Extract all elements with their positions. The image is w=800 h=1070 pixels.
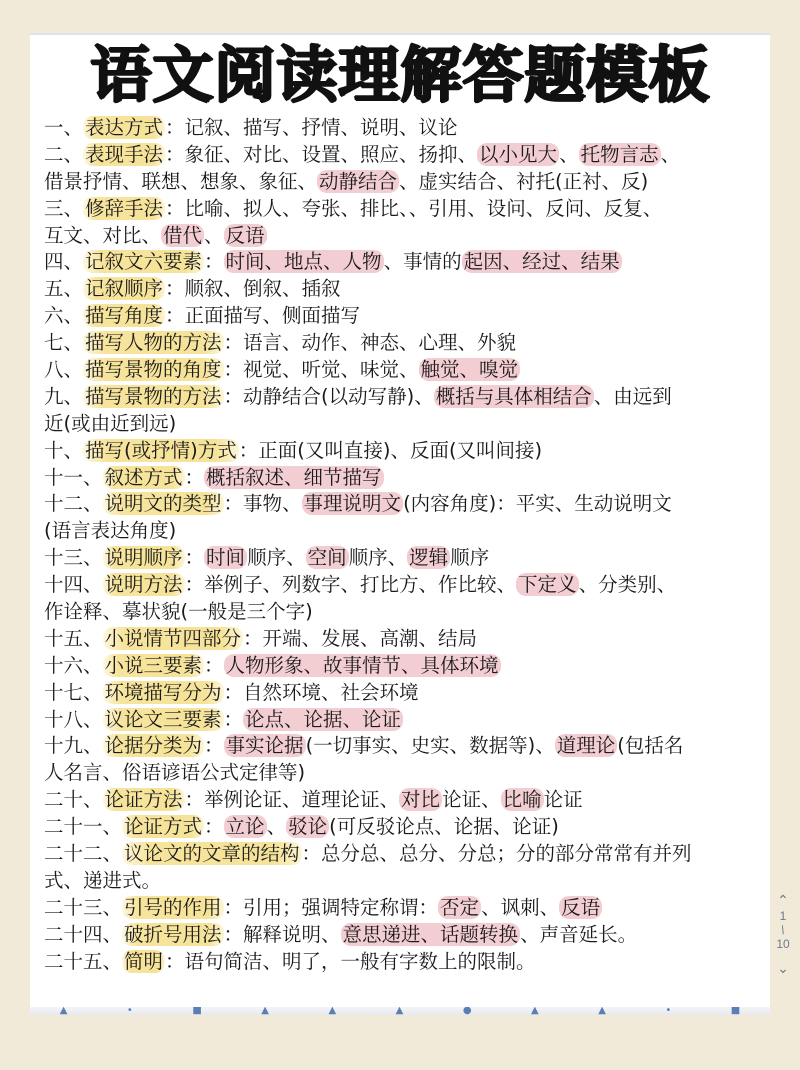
- key-term-highlight: 起因、经过、结果: [463, 250, 620, 274]
- key-term-highlight: 论点、论据、论证: [245, 707, 402, 731]
- line-text: 、声音延长。: [520, 922, 638, 946]
- category-label-highlight: 小说三要素: [104, 653, 203, 677]
- line-text: ：象征、对比、设置、照应、扬抑、: [165, 142, 478, 166]
- document-line: [44, 196, 744, 223]
- category-label-highlight: 议论文三要素: [104, 707, 222, 731]
- line-text: 人名言、俗语谚语公式定律等): [44, 761, 306, 785]
- page-indicator: [772, 893, 794, 977]
- toolbar-icon[interactable]: ▲: [261, 1007, 269, 1015]
- document-line: [44, 115, 744, 142]
- key-term-highlight: 下定义: [518, 573, 577, 597]
- key-term-highlight: 时间: [206, 546, 246, 570]
- category-label-highlight: 叙述方式: [104, 465, 183, 489]
- line-text: 、由远到: [593, 384, 672, 408]
- category-label-highlight: 环境描写分为: [104, 680, 222, 704]
- line-text: 二、: [44, 142, 84, 166]
- key-term-highlight: 立论: [225, 815, 265, 839]
- document-line: [44, 169, 744, 196]
- line-text: ：: [223, 707, 244, 731]
- page-separator: /: [779, 922, 787, 938]
- category-label-highlight: 表现手法: [85, 142, 164, 166]
- category-label-highlight: 描写人物的方法: [85, 331, 222, 355]
- total-pages: 10: [776, 937, 790, 951]
- line-text: ：自然环境、社会环境: [223, 680, 419, 704]
- line-text: 十九、: [44, 734, 103, 758]
- line-text: 、: [204, 223, 224, 247]
- category-label-highlight: 破折号用法: [124, 922, 222, 946]
- category-label-highlight: 修辞手法: [85, 196, 164, 220]
- document-line: [44, 949, 744, 976]
- document-line: [44, 626, 744, 653]
- line-text: 、事情的: [383, 250, 462, 274]
- line-text: 、: [266, 815, 287, 839]
- line-text: 、: [559, 142, 579, 166]
- line-text: ：语句简洁、明了，一般有字数上的限制。: [165, 949, 536, 973]
- line-text: 二十二、: [44, 842, 123, 866]
- key-term-highlight: 逻辑: [409, 546, 449, 570]
- category-label-highlight: 议论文的文章的结构: [124, 842, 300, 866]
- key-term-highlight: 否定: [440, 895, 480, 919]
- line-text: 、虚实结合、衬托(正衬、反): [399, 169, 649, 193]
- document-line: [44, 545, 744, 572]
- line-text: 八、: [44, 358, 84, 382]
- line-text: ：: [204, 734, 224, 758]
- key-term-highlight: 托物言志: [580, 142, 659, 166]
- category-label-highlight: 简明: [124, 949, 164, 973]
- line-text: 十二、: [44, 492, 103, 516]
- line-text: ：顺叙、倒叙、插叙: [165, 277, 341, 301]
- line-text: 十六、: [44, 653, 103, 677]
- category-label-highlight: 说明顺序: [104, 546, 183, 570]
- document-content: [44, 115, 744, 976]
- document-line: [44, 814, 744, 841]
- line-text: ：: [184, 546, 205, 570]
- line-text: (内容角度)：平实、生动说明文: [403, 492, 672, 516]
- line-text: 十一、: [44, 465, 103, 489]
- line-text: (语言表达角度): [44, 519, 177, 543]
- category-label-highlight: 描写景物的角度: [85, 358, 222, 382]
- key-term-highlight: 时间、地点、人物: [225, 250, 382, 274]
- document-line: [44, 357, 744, 384]
- line-text: 、分类别、: [578, 573, 677, 597]
- document-line: [44, 330, 744, 357]
- category-label-highlight: 说明方法: [104, 573, 183, 597]
- line-text: ：视觉、听觉、味觉、: [223, 358, 419, 382]
- line-text: 顺序、: [247, 546, 306, 570]
- category-label-highlight: 记叙顺序: [85, 277, 164, 301]
- line-text: ：比喻、拟人、夸张、排比、、引用、设问、反问、反复、: [165, 196, 663, 220]
- key-term-highlight: 驳论: [288, 815, 328, 839]
- line-text: ：事物、: [223, 492, 302, 516]
- line-text: ：: [204, 250, 224, 274]
- line-text: 顺序、: [348, 546, 408, 570]
- document-line: [44, 438, 744, 465]
- line-text: 九、: [44, 384, 84, 408]
- document-page: [30, 33, 790, 1015]
- category-label-highlight: 论证方式: [124, 815, 203, 839]
- document-line: [44, 384, 744, 411]
- document-line: [44, 922, 744, 949]
- category-label-highlight: 表达方式: [85, 116, 164, 139]
- line-text: 二十三、: [44, 895, 123, 919]
- line-text: ：记叙、描写、抒情、说明、议论: [165, 116, 458, 139]
- line-text: 四、: [44, 250, 84, 274]
- line-text: ：语言、动作、神态、心理、外貌: [223, 331, 517, 355]
- line-text: 论证、: [442, 788, 501, 812]
- toolbar-icon[interactable]: ●: [462, 1007, 472, 1015]
- document-line: [44, 411, 744, 438]
- key-term-highlight: 空间: [307, 546, 347, 570]
- document-line: [44, 303, 744, 330]
- line-text: 十五、: [44, 626, 103, 650]
- line-text: ：: [204, 653, 224, 677]
- key-term-highlight: 事实论据: [225, 734, 304, 758]
- key-term-highlight: 动静结合: [319, 169, 398, 193]
- category-label-highlight: 说明文的类型: [104, 492, 222, 516]
- line-text: 、: [660, 142, 681, 166]
- toolbar-icon[interactable]: ▲: [531, 1007, 539, 1015]
- line-text: 、讽刺、: [481, 895, 560, 919]
- line-text: 五、: [44, 277, 84, 301]
- line-text: 二十一、: [44, 815, 123, 839]
- line-text: 十七、: [44, 680, 103, 704]
- line-text: ：动静结合(以动写静)、: [223, 384, 434, 408]
- line-text: 二十五、: [44, 949, 123, 973]
- category-label-highlight: 描写景物的方法: [85, 384, 222, 408]
- toolbar-icon[interactable]: ▲: [598, 1007, 606, 1015]
- document-line: [44, 465, 744, 492]
- line-text: 二十、: [44, 788, 103, 812]
- line-text: 十、: [44, 438, 84, 462]
- line-text: 互文、对比、: [44, 223, 162, 247]
- line-text: (一切事实、史实、数据等)、: [305, 734, 555, 758]
- document-line: [44, 653, 744, 680]
- line-text: 六、: [44, 304, 84, 328]
- toolbar-icon[interactable]: ▲: [395, 1007, 404, 1015]
- category-label-highlight: 论证方法: [104, 788, 183, 812]
- category-label-highlight: 记叙文六要素: [85, 250, 203, 274]
- document-line: [44, 572, 744, 599]
- chevron-down-icon[interactable]: ⌄: [777, 960, 789, 976]
- key-term-highlight: 道理论: [556, 734, 616, 758]
- line-text: ：: [184, 465, 205, 489]
- document-line: [44, 223, 744, 250]
- document-line: [44, 276, 744, 303]
- line-text: ：总分总、总分、分总；分的部分常常有并列: [301, 842, 692, 866]
- current-page: 1: [779, 909, 787, 923]
- key-term-highlight: 反语: [225, 223, 265, 247]
- line-text: ：解释说明、: [223, 922, 341, 946]
- page-title: 语文阅读理解答题模板: [89, 40, 710, 111]
- document-line: [44, 680, 744, 707]
- key-term-highlight: 反语: [561, 895, 601, 919]
- key-term-highlight: 概括叙述、细节描写: [206, 465, 382, 489]
- toolbar-icon[interactable]: ▲: [328, 1007, 337, 1015]
- key-term-highlight: 事理说明文: [303, 492, 402, 516]
- toolbar-icon[interactable]: ▲: [59, 1007, 68, 1015]
- toolbar-icon[interactable]: •: [126, 1007, 133, 1015]
- document-line: [44, 787, 744, 814]
- document-line: [44, 249, 744, 276]
- key-term-highlight: 对比: [401, 788, 441, 812]
- line-text: 十四、: [44, 573, 103, 597]
- document-line: [44, 707, 744, 734]
- key-term-highlight: 以小见大: [479, 142, 558, 166]
- document-line: [44, 760, 744, 787]
- line-text: 七、: [44, 331, 84, 355]
- line-text: 式、递进式。: [44, 868, 162, 892]
- line-text: 近(或由近到远): [44, 411, 177, 435]
- category-label-highlight: 小说情节四部分: [104, 626, 242, 650]
- line-text: (可反驳论点、论据、论证): [329, 815, 559, 839]
- line-text: 借景抒情、联想、想象、象征、: [44, 169, 318, 193]
- document-line: [44, 895, 744, 922]
- key-term-highlight: 概括与具体相结合: [435, 384, 592, 408]
- document-line: [44, 841, 744, 868]
- line-text: ：正面(又叫直接)、反面(又叫间接): [238, 438, 543, 462]
- chevron-up-icon[interactable]: ⌃: [777, 892, 789, 908]
- document-line: [44, 142, 744, 169]
- line-text: ：: [204, 815, 224, 839]
- line-text: 三、: [44, 196, 84, 220]
- toolbar-icon[interactable]: ■: [192, 1007, 202, 1015]
- document-line: [44, 733, 744, 760]
- line-text: 论证: [543, 788, 583, 812]
- line-text: 二十四、: [44, 922, 123, 946]
- toolbar-icon[interactable]: •: [665, 1007, 672, 1015]
- key-term-highlight: 人物形象、故事情节、具体环境: [225, 653, 499, 677]
- document-line: [44, 599, 744, 626]
- line-text: (包括名: [617, 734, 684, 758]
- document-line: [44, 518, 744, 545]
- line-text: 一、: [44, 116, 84, 139]
- line-text: ：举例论证、道理论证、: [184, 788, 400, 812]
- toolbar-icon[interactable]: ■: [730, 1007, 741, 1015]
- line-text: 顺序: [450, 546, 490, 570]
- key-term-highlight: 借代: [163, 223, 203, 247]
- line-text: ：开端、发展、高潮、结局: [243, 626, 478, 650]
- category-label-highlight: 引号的作用: [124, 895, 222, 919]
- bottom-toolbar: [30, 1007, 770, 1015]
- document-line: [44, 491, 744, 518]
- line-text: ：引用；强调特定称谓：: [223, 895, 439, 919]
- category-label-highlight: 论据分类为: [104, 734, 203, 758]
- category-label-highlight: 描写角度: [85, 304, 164, 328]
- key-term-highlight: 触觉、嗅觉: [420, 358, 519, 382]
- line-text: 作诠释、摹状貌(一般是三个字): [44, 600, 313, 624]
- category-label-highlight: 描写(或抒情)方式: [85, 438, 237, 462]
- line-text: 十八、: [44, 707, 103, 731]
- key-term-highlight: 意思递进、话题转换: [342, 922, 519, 946]
- line-text: ：举例子、列数字、打比方、作比较、: [184, 573, 517, 597]
- document-line: [44, 868, 744, 895]
- key-term-highlight: 比喻: [502, 788, 542, 812]
- line-text: ：正面描写、侧面描写: [165, 304, 361, 328]
- line-text: 十三、: [44, 546, 103, 570]
